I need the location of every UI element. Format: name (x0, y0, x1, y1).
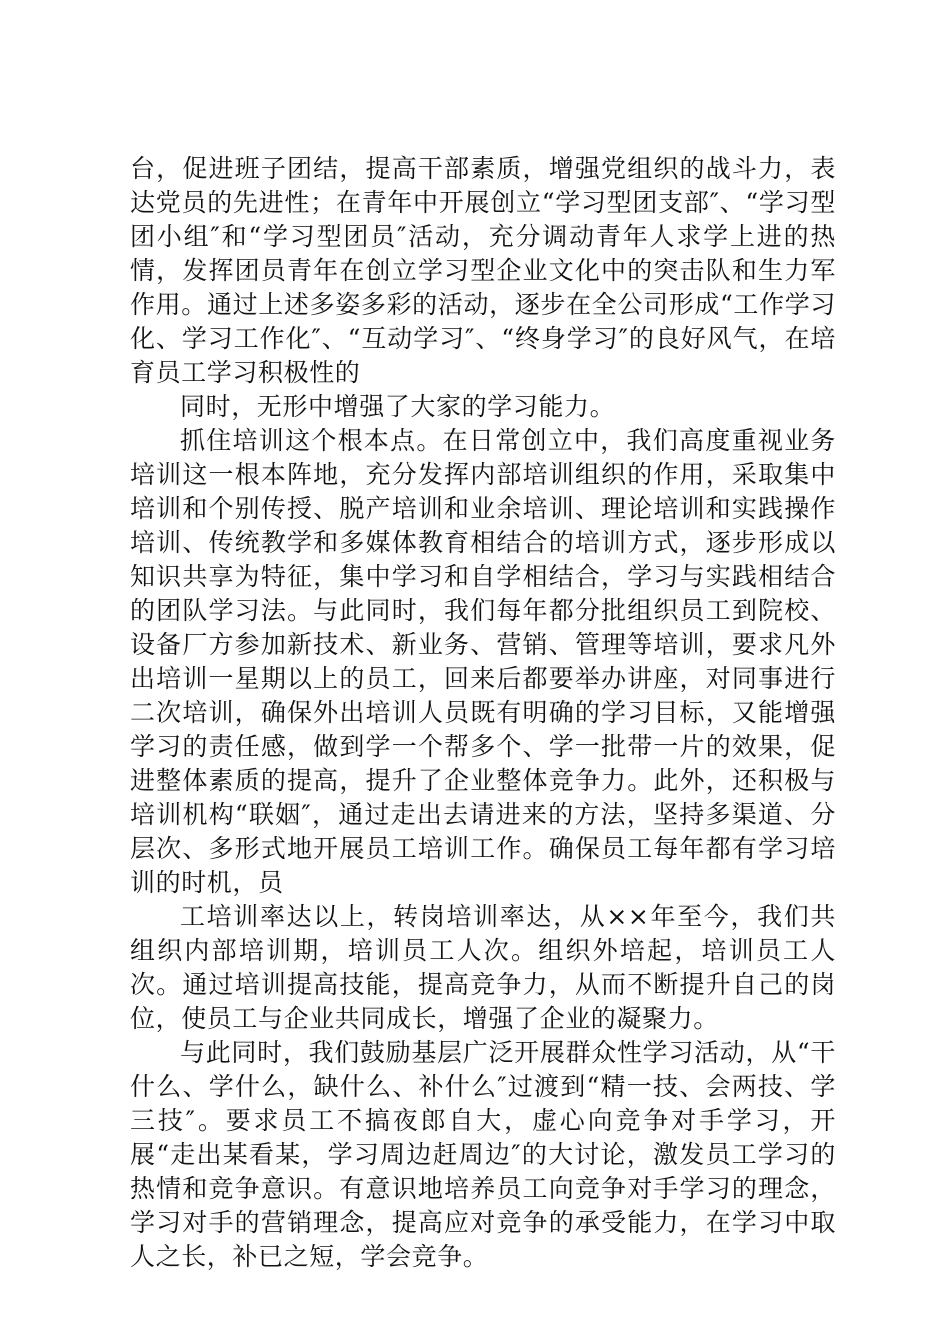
paragraph-1: 台，促进班子团结，提高干部素质，增强党组织的战斗力，表达党员的先进性；在青年中开展创立“学习型团支部″、“学习型团小组″和“学习型团员″活动，充分调动青年人求学上进的热情，发挥团员青年在创立学习型企业文化中的突击队和生力军作用。通过上述多姿多彩的活动，逐步在全公司形成“工作学习化、学习工作化″、“互动学习″、“终身学习″的良好风气，在培育员工学习积极性的 (130, 154, 836, 387)
paragraph-5: 与此同时，我们鼓励基层广泛开展群众性学习活动，从“干什么、学什么，缺什么、补什么″过渡到“精一技、会两技、学三技″。要求员工不搞夜郎自大，虚心向竞争对手学习，开展“走出某看某，学习周边赶周边″的大讨论，激发员工学习的热情和竞争意识。有意识地培养员工向竞争对手学习的理念，学习对手的营销理念，提高应对竞争的承受能力，在学习中取人之长，补已之短，学会竞争。 (130, 1038, 836, 1271)
paragraph-4: 工培训率达以上，转岗培训率达，从××年至今，我们共组织内部培训期，培训员工人次。组织外培起，培训员工人次。通过培训提高技能，提高竞争力，从而不断提升自己的岗位，使员工与企业共同成长，增强了企业的凝聚力。 (130, 902, 836, 1033)
document-page (130, 152, 836, 1274)
paragraph-2: 同时，无形中增强了大家的学习能力。 (180, 392, 616, 421)
paragraph-3: 抓住培训这个根本点。在日常创立中，我们高度重视业务培训这一根本阵地，充分发挥内部培训组织的作用，采取集中培训和个别传授、脱产培训和业余培训、理论培训和实践操作培训、传统教学和多媒体教育相结合的培训方式，逐步形成以知识共享为特征，集中学习和自学相结合，学习与实践相结合的团队学习法。与此同时，我们每年都分批组织员工到院校、设备厂方参加新技术、新业务、营销、管理等培训，要求凡外出培训一星期以上的员工，回来后都要举办讲座，对同事进行二次培训，确保外出培训人员既有明确的学习目标，又能增强学习的责任感，做到学一个帮多个、学一批带一片的效果，促进整体素质的提高，提升了企业整体竞争力。此外，还积极与培训机构“联姻″，通过走出去请进来的方法，坚持多渠道、分层次、多形式地开展员工培训工作。确保员工每年都有学习培训的时机，员 (130, 426, 836, 897)
